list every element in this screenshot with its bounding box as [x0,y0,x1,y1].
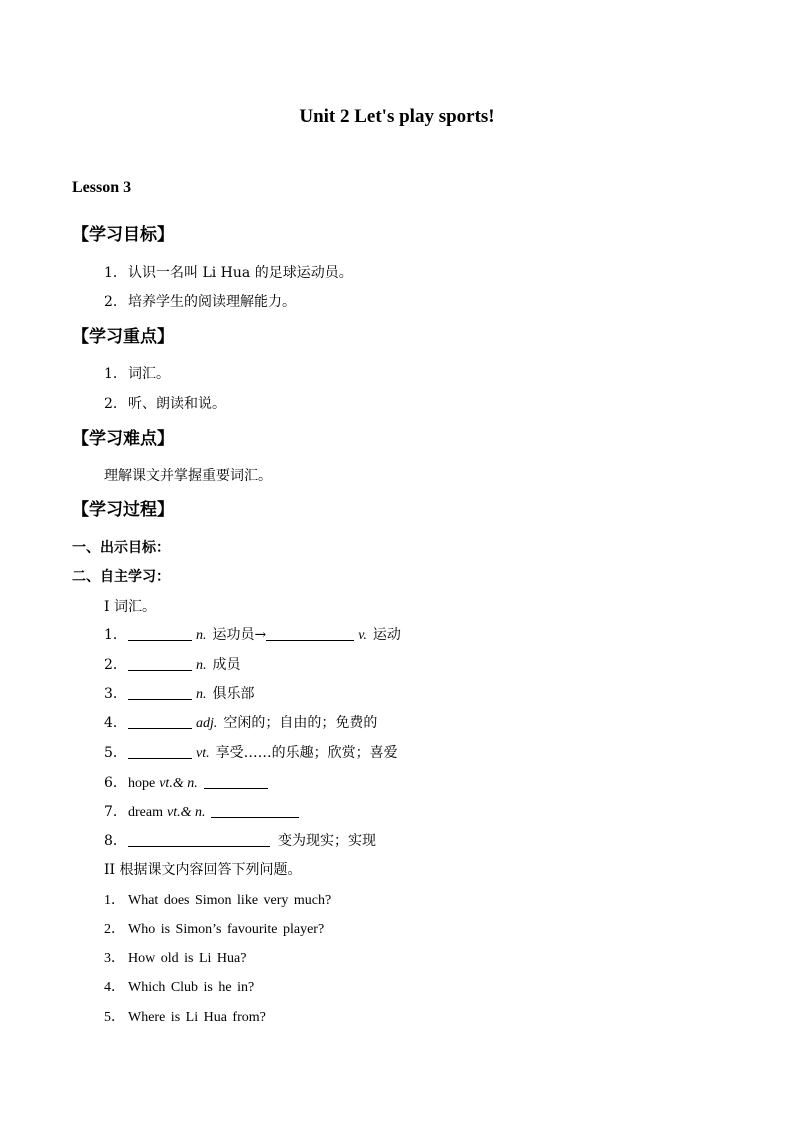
part-of-speech: n. [196,658,207,673]
question-item [104,976,254,996]
question-text: Who is Simon’s favourite player? [128,922,325,937]
item-number: 5． [104,745,127,761]
item-word: dream [128,805,163,820]
answer-blank[interactable] [128,656,192,671]
vocab-item [104,624,401,644]
item-number: 2． [104,396,127,412]
item-meaning: 享受……的乐趣；欣赏；喜爱 [215,745,398,761]
key-point-item [104,363,170,383]
part-of-speech: n. [196,628,207,643]
part-of-speech: vt. [196,746,210,761]
step-self-study: 二、自主学习： [72,569,170,585]
question-text: Which Club is he in? [128,980,255,995]
item-number: 3． [104,686,127,702]
item-number: 1． [104,627,127,643]
question-item [104,947,246,967]
lesson-label: Lesson 3 [72,179,132,196]
question-item [104,889,331,909]
item-number: 8． [104,833,127,849]
part-of-speech: vt.& n. [159,776,198,791]
questions-label: II 根据课文内容回答下列问题。 [104,862,302,878]
question-text: Where is Li Hua from? [128,1010,266,1025]
item-meaning: 成员 [212,657,241,673]
answer-blank[interactable] [128,832,270,847]
part-of-speech: n. [196,687,207,702]
question-item [104,918,324,938]
item-number: 3． [104,951,125,966]
answer-blank[interactable] [128,685,192,700]
part-of-speech: vt.& n. [166,805,206,820]
item-number: 2． [104,922,125,937]
item-number: 4． [104,715,127,731]
item-text: 培养学生的阅读理解能力。 [128,294,296,310]
key-point-item [104,393,226,413]
item-meaning: 运动 [372,627,401,643]
objectives-heading: 【学习目标】 [72,225,174,245]
part-of-speech: v. [358,628,367,643]
item-text: 听、朗读和说。 [128,396,226,412]
answer-blank[interactable] [128,714,192,729]
item-word: hope [128,776,156,791]
item-text: 词汇。 [128,366,170,382]
part-of-speech: adj. [196,716,218,731]
objective-item [104,291,296,311]
answer-blank[interactable] [211,803,299,818]
vocab-item [104,801,299,821]
item-number: 2． [104,294,127,310]
vocab-item [104,683,255,703]
step-show-objectives: 一、出示目标： [72,540,170,556]
objective-item [104,262,353,282]
item-number: 6． [104,775,127,791]
process-heading: 【学习过程】 [72,500,174,520]
item-number: 1． [104,893,125,908]
difficulties-text: 理解课文并掌握重要词汇。 [104,468,272,484]
item-number: 4． [104,980,125,995]
difficulties-heading: 【学习难点】 [72,429,174,449]
item-number: 1． [104,265,127,281]
vocab-item [104,742,398,762]
vocab-label: I 词汇。 [104,599,156,615]
page-title: Unit 2 Let's play sports! [299,106,495,127]
answer-blank[interactable] [128,744,192,759]
vocab-item [104,830,376,850]
item-meaning: 变为现实；实现 [278,833,376,849]
question-text: How old is Li Hua? [128,951,247,966]
answer-blank[interactable] [266,626,354,641]
item-number: 2． [104,657,127,673]
item-number: 7． [104,804,127,820]
key-points-heading: 【学习重点】 [72,327,174,347]
item-number: 1． [104,366,127,382]
item-meaning: 空闲的；自由的；免费的 [223,715,378,731]
answer-blank[interactable] [204,774,268,789]
item-number: 5． [104,1010,125,1025]
item-text: 认识一名叫 Li Hua 的足球运动员。 [128,265,353,281]
item-meaning: 俱乐部 [212,686,255,702]
vocab-item [104,772,268,792]
vocab-item [104,654,241,674]
question-text: What does Simon like very much? [128,893,332,908]
vocab-item [104,712,377,732]
item-meaning: 运功员→ [212,627,267,643]
question-item [104,1006,266,1026]
answer-blank[interactable] [128,626,192,641]
